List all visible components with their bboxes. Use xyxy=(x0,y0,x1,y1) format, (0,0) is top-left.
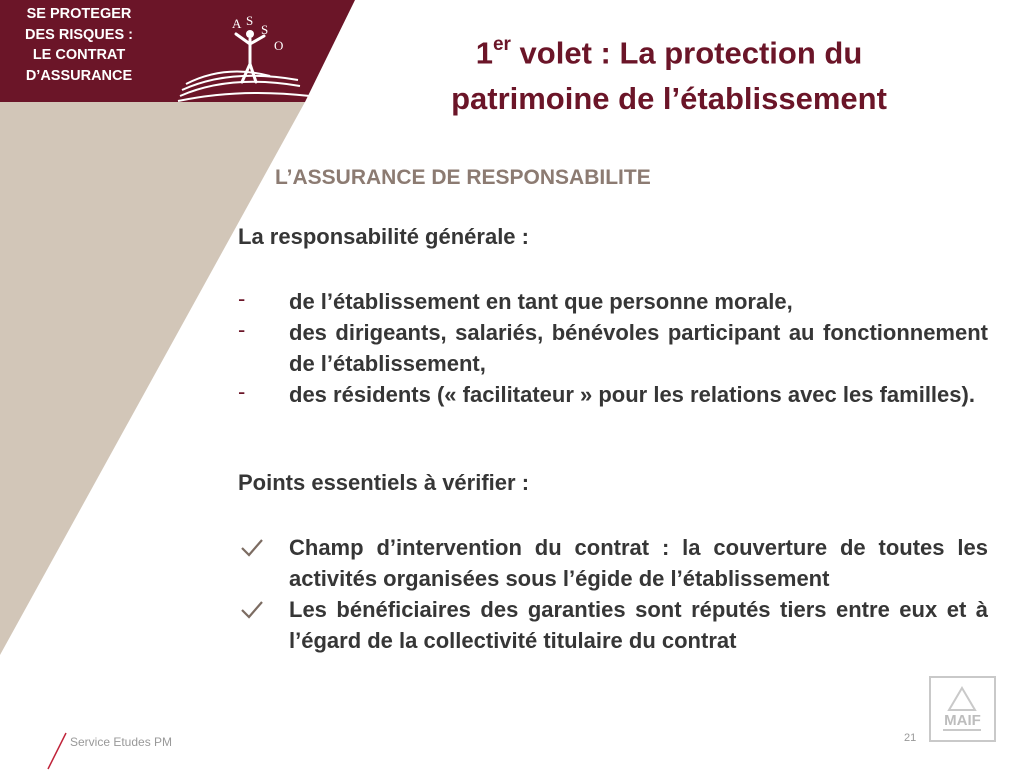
corner-label-line: SE PROTEGER xyxy=(26,6,132,22)
corner-label-line: LE CONTRAT xyxy=(32,47,126,63)
list-item xyxy=(238,317,988,379)
maif-triangle-icon xyxy=(931,678,994,740)
corner-label-line: DES RISQUES : xyxy=(25,26,133,43)
list-item xyxy=(238,379,988,410)
list-item-text: Champ d’intervention du contrat : la couverture de toutes les activités organisées sous l’égide de l’établissement xyxy=(289,535,988,591)
title-line-1 xyxy=(400,24,938,76)
title-number: 1 xyxy=(475,35,493,71)
checkmark-icon xyxy=(240,600,264,620)
page-number: 21 xyxy=(904,732,917,744)
title-line-2: patrimoine de l’établissement xyxy=(451,81,887,117)
dash-bullet: - xyxy=(238,317,246,342)
asso-juggler-logo xyxy=(170,4,320,104)
title-superscript: er xyxy=(492,34,511,55)
list-item-text: des résidents (« facilitateur » pour les relations avec les familles). xyxy=(289,382,975,407)
list-item xyxy=(238,594,988,656)
corner-label-line: D’ASSURANCE xyxy=(25,67,133,84)
slide-title xyxy=(400,24,938,122)
dash-bullet: - xyxy=(238,286,246,311)
block2-heading: Points essentiels à vérifier : xyxy=(238,470,530,495)
block1-heading: La responsabilité générale : xyxy=(238,224,529,249)
list-item-text: des dirigeants, salariés, bénévoles participant au fonctionnement de l’établissement, xyxy=(289,320,988,376)
footer-service-label: Service Etudes PM xyxy=(70,735,173,749)
corner-label xyxy=(0,4,158,86)
checkmark-icon xyxy=(240,538,264,558)
logo-letter: S xyxy=(261,22,269,37)
logo-letter: S xyxy=(246,13,254,28)
list-item xyxy=(238,286,988,317)
logo-letter: A xyxy=(232,16,242,31)
list-item xyxy=(238,532,988,594)
maif-logo xyxy=(929,676,996,742)
list-item-text: Les bénéficiaires des garanties sont réputés tiers entre eux et à l’égard de la collectivité titulaire du contrat xyxy=(289,597,988,653)
title-line-1-text: volet : La protection du xyxy=(510,35,863,71)
section-title: L’ASSURANCE DE RESPONSABILITE xyxy=(275,166,651,189)
dash-bullet: - xyxy=(238,379,246,404)
maif-brand-text: MAIF xyxy=(944,712,981,729)
list-item-text: de l’établissement en tant que personne morale, xyxy=(289,289,793,314)
logo-letter: O xyxy=(274,38,284,53)
